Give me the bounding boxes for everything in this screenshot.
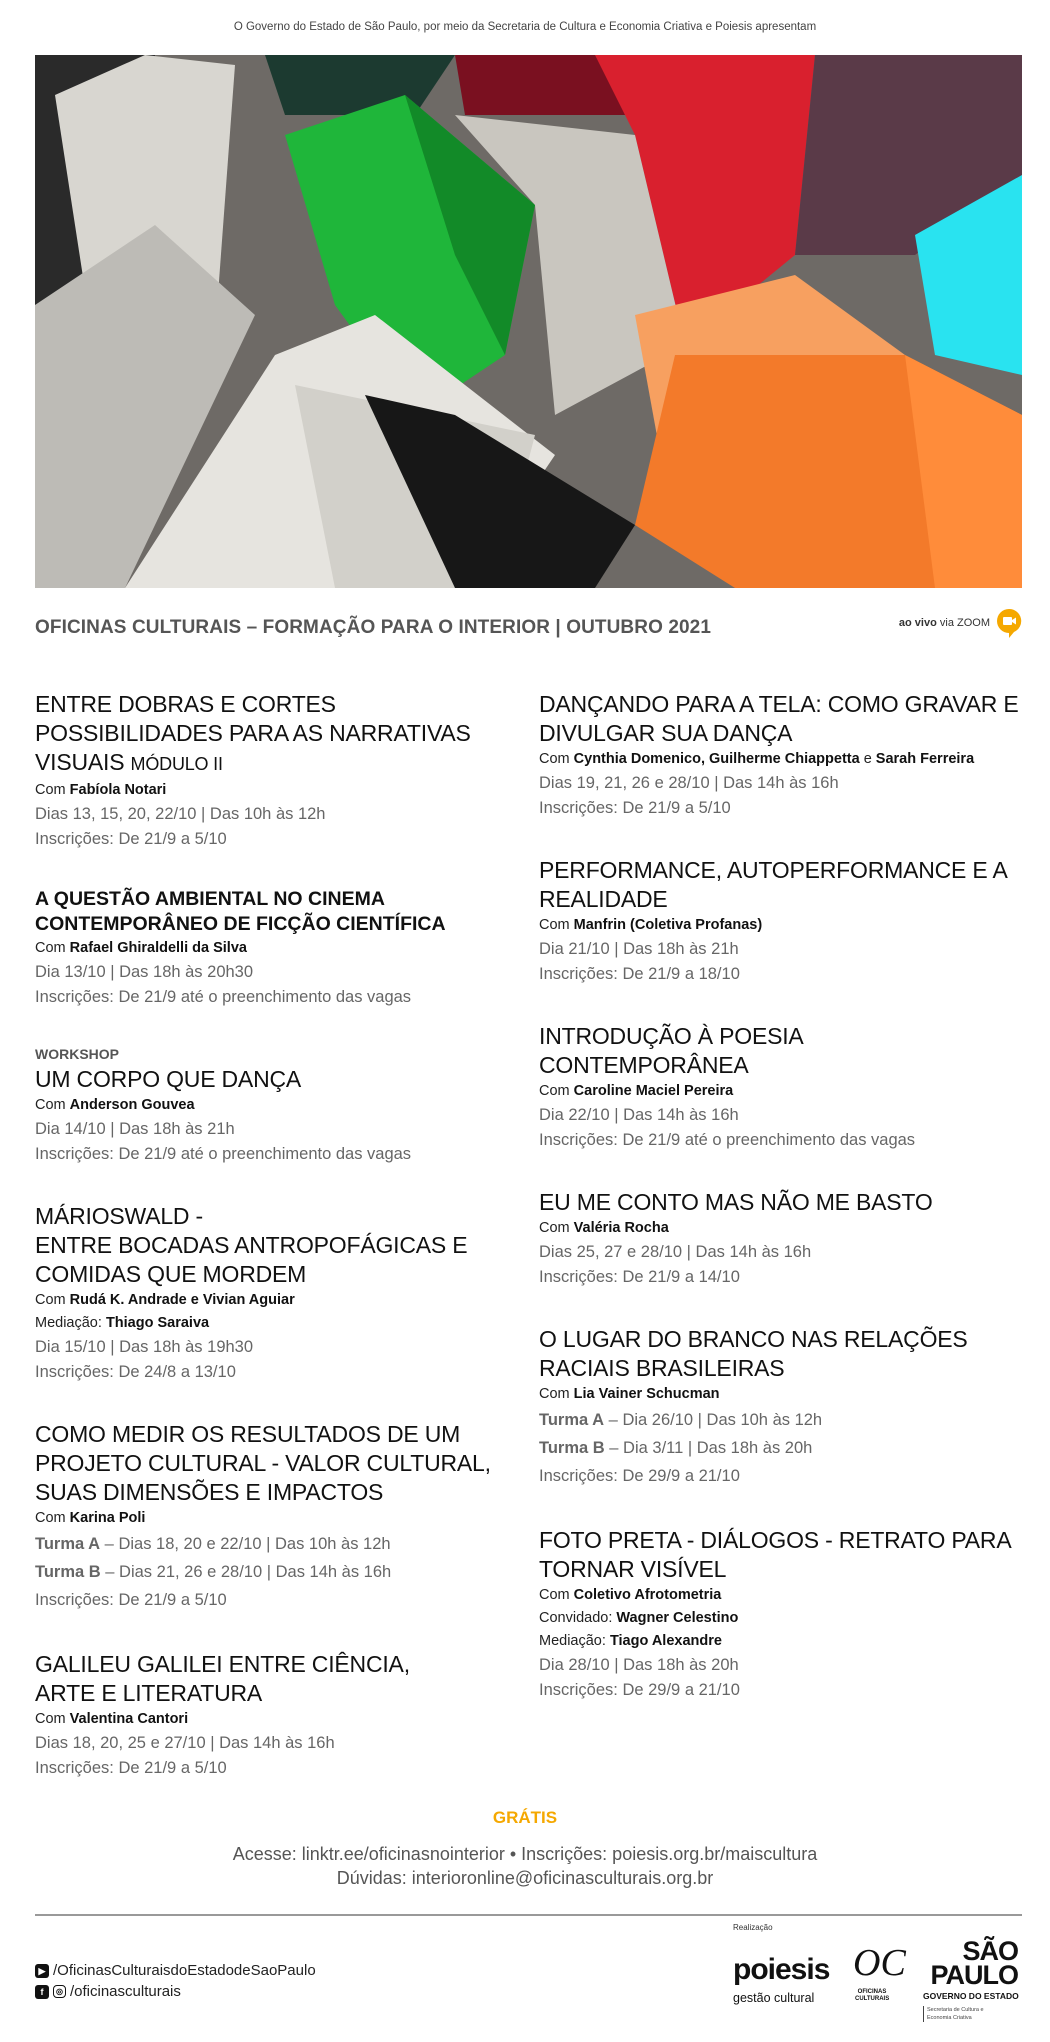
title-text: PERFORMANCE, AUTOPERFORMANCE E A REALIDADE bbox=[539, 857, 1007, 912]
workshop-entry bbox=[35, 690, 525, 851]
title-text: O LUGAR DO BRANCO NAS RELAÇÕES RACIAIS BRASILEIRAS bbox=[539, 1326, 968, 1381]
schedule-line bbox=[539, 1240, 1029, 1265]
highlight-text: Turma B bbox=[35, 1563, 101, 1581]
title-text: ARTE E LITERATURA bbox=[35, 1680, 263, 1706]
line-text: Inscrições: De 24/8 a 13/10 bbox=[35, 1362, 236, 1381]
line-text: Dia 14/10 | Das 18h às 21h bbox=[35, 1120, 235, 1138]
line-text: Inscrições: De 21/9 a 5/10 bbox=[35, 1758, 227, 1777]
schedule-line bbox=[539, 1678, 1029, 1703]
instructor-line bbox=[539, 1584, 1029, 1607]
line-text: Dia 22/10 | Das 14h às 16h bbox=[539, 1106, 739, 1124]
entry-title bbox=[35, 1650, 525, 1708]
line-text: Dia 15/10 | Das 18h às 19h30 bbox=[35, 1338, 254, 1356]
schedule-line bbox=[35, 960, 525, 985]
class-schedule-line bbox=[539, 1434, 1029, 1462]
line-text: – Dias 21, 26 e 28/10 | Das 14h às 16h bbox=[100, 1563, 392, 1581]
line-text: Inscrições: De 21/9 até o preenchimento das vagas bbox=[35, 987, 412, 1006]
right-column bbox=[539, 690, 1029, 1738]
oficinas-culturais-logo: OC bbox=[853, 1942, 906, 1984]
workshop-entry bbox=[35, 1420, 525, 1614]
line-text: Com bbox=[539, 917, 574, 933]
class-schedule-line bbox=[539, 1462, 1029, 1490]
instructor-line bbox=[539, 1217, 1029, 1240]
module-label: MÓDULO II bbox=[130, 754, 223, 774]
highlight-text: Lia Vainer Schucman bbox=[573, 1386, 720, 1402]
line-text: – Dia 26/10 | Das 10h às 12h bbox=[604, 1411, 823, 1429]
workshop-entry bbox=[35, 1202, 525, 1384]
schedule-line bbox=[35, 1756, 525, 1781]
workshop-entry bbox=[539, 1526, 1029, 1702]
poiesis-logo: poiesis bbox=[733, 1953, 830, 1986]
line-text: Dia 21/10 | Das 18h às 21h bbox=[539, 940, 739, 958]
line-text: Inscrições: De 29/9 a 21/10 bbox=[539, 1680, 740, 1699]
highlight-text: Karina Poli bbox=[69, 1510, 146, 1526]
entry-title bbox=[35, 690, 525, 779]
highlight-text: Coletivo Afrotometria bbox=[573, 1587, 722, 1603]
realizacao-label: Realização bbox=[733, 1923, 773, 1932]
class-schedule-line bbox=[539, 1406, 1029, 1434]
social-handle-link[interactable]: /oficinasculturais bbox=[70, 1983, 181, 2000]
line-text: Inscrições: De 21/9 a 5/10 bbox=[539, 798, 731, 817]
live-via-zoom bbox=[899, 608, 1022, 638]
line-text: Com bbox=[35, 1097, 70, 1113]
line-text: Dia 13/10 | Das 18h às 20h30 bbox=[35, 963, 254, 981]
highlight-text: Turma A bbox=[539, 1411, 605, 1429]
line-text: – Dia 3/11 | Das 18h às 20h bbox=[604, 1439, 813, 1457]
entry-title bbox=[35, 1065, 525, 1094]
title-text: INTRODUÇÃO À POESIA bbox=[539, 1023, 804, 1049]
title-text: UM CORPO QUE DANÇA bbox=[35, 1066, 302, 1092]
line-text: Inscrições: De 21/9 a 18/10 bbox=[539, 964, 740, 983]
highlight-text: Turma A bbox=[35, 1535, 101, 1553]
title-text: MÁRIOSWALD - bbox=[35, 1203, 203, 1229]
instructor-line bbox=[35, 779, 525, 802]
line-text: Com bbox=[539, 751, 574, 767]
line-text: Convidado: bbox=[539, 1610, 617, 1626]
schedule-line bbox=[539, 1103, 1029, 1128]
title-text: CONTEMPORÂNEA bbox=[539, 1052, 749, 1078]
line-text: Inscrições: De 29/9 a 21/10 bbox=[539, 1467, 740, 1485]
schedule-line bbox=[539, 1128, 1029, 1153]
video-camera-icon bbox=[996, 608, 1022, 638]
line-text: Dias 19, 21, 26 e 28/10 | Das 14h às 16h bbox=[539, 774, 839, 792]
entry-title bbox=[35, 1202, 525, 1289]
highlight-text: Cynthia Domenico, Guilherme Chiappetta bbox=[573, 751, 860, 767]
workshop-entry bbox=[539, 1188, 1029, 1289]
facebook-icon: f bbox=[35, 1985, 49, 1999]
schedule-line bbox=[35, 1360, 525, 1385]
entry-label: WORKSHOP bbox=[35, 1046, 119, 1062]
live-label: ao vivo bbox=[898, 617, 937, 629]
sao-paulo-logo: SÃO PAULO bbox=[930, 1936, 1018, 1990]
highlight-text: Thiago Saraiva bbox=[105, 1315, 210, 1331]
schedule-line bbox=[35, 827, 525, 852]
highlight-text: Fabíola Notari bbox=[69, 782, 167, 798]
entry-title bbox=[539, 690, 1029, 748]
highlight-text: Rafael Ghiraldelli da Silva bbox=[69, 940, 247, 956]
page-title: OFICINAS CULTURAIS – FORMAÇÃO PARA O INTERIOR | OUTUBRO 2021 bbox=[35, 617, 711, 638]
instagram-icon: ◎ bbox=[53, 1985, 66, 1998]
line-text: – Dias 18, 20 e 22/10 | Das 10h às 12h bbox=[100, 1535, 391, 1553]
workshop-entry bbox=[539, 1325, 1029, 1490]
schedule-line bbox=[539, 1653, 1029, 1678]
workshop-entry bbox=[539, 856, 1029, 986]
schedule-line bbox=[35, 1731, 525, 1756]
highlight-text: Anderson Gouvea bbox=[69, 1097, 195, 1113]
governo-label: GOVERNO DO ESTADO bbox=[923, 1991, 1019, 2001]
schedule-line bbox=[539, 796, 1029, 821]
schedule-line bbox=[35, 1142, 525, 1167]
class-schedule-line bbox=[35, 1586, 525, 1614]
highlight-text: Turma B bbox=[539, 1439, 605, 1457]
line-text: Mediação: bbox=[539, 1633, 610, 1649]
instructor-line bbox=[35, 1507, 525, 1530]
instructor-line bbox=[35, 1312, 525, 1335]
highlight-text: Manfrin (Coletiva Profanas) bbox=[573, 917, 763, 933]
line-text: Com bbox=[539, 1220, 574, 1236]
line-text: Com bbox=[35, 1711, 70, 1727]
workshop-entry bbox=[35, 1045, 525, 1166]
entry-title bbox=[539, 1188, 1029, 1217]
schedule-line bbox=[539, 962, 1029, 987]
hero-image-folded-paper bbox=[35, 55, 1022, 588]
line-text: Dias 18, 20, 25 e 27/10 | Das 14h às 16h bbox=[35, 1734, 335, 1752]
via-zoom-label: via ZOOM bbox=[939, 617, 990, 629]
divider bbox=[35, 1914, 1022, 1916]
workshop-entry bbox=[35, 887, 525, 1009]
line-text: Inscrições: De 21/9 até o preenchimento das vagas bbox=[35, 1144, 412, 1163]
class-schedule-line bbox=[35, 1530, 525, 1558]
schedule-line bbox=[35, 985, 525, 1010]
highlight-text: Rudá K. Andrade e Vivian Aguiar bbox=[69, 1292, 295, 1308]
entry-title bbox=[539, 1022, 1029, 1080]
highlight-text: Caroline Maciel Pereira bbox=[573, 1083, 734, 1099]
sponsor-logos bbox=[733, 1923, 1033, 2033]
highlight-text: Tiago Alexandre bbox=[609, 1633, 722, 1649]
schedule-line bbox=[539, 937, 1029, 962]
instructor-line bbox=[539, 1630, 1029, 1653]
line-text: Com bbox=[539, 1587, 574, 1603]
line-text: Inscrições: De 21/9 a 5/10 bbox=[35, 1591, 227, 1609]
line-text: Inscrições: De 21/9 a 14/10 bbox=[539, 1267, 740, 1286]
line-text: Com bbox=[35, 1292, 70, 1308]
entry-title bbox=[539, 1526, 1029, 1584]
left-column bbox=[35, 690, 525, 1816]
title-text: ENTRE BOCADAS ANTROPOFÁGICAS E COMIDAS QUE MORDEM bbox=[35, 1232, 468, 1287]
line-text: Com bbox=[539, 1386, 574, 1402]
line-text: Com bbox=[35, 1510, 70, 1526]
instructor-line bbox=[35, 1708, 525, 1731]
intro-text: O Governo do Estado de São Paulo, por meio da Secretaria de Cultura e Economia Criativa e Poiesis apresentam bbox=[233, 21, 817, 33]
instructor-line bbox=[539, 748, 1029, 771]
line-text: Dias 13, 15, 20, 22/10 | Das 10h às 12h bbox=[35, 805, 326, 823]
title-text: DANÇANDO PARA A TELA: COMO GRAVAR E DIVULGAR SUA DANÇA bbox=[539, 691, 1019, 746]
title-text: ENTRE DOBRAS E CORTES POSSIBILIDADES PARA AS NARRATIVAS VISUAIS bbox=[35, 691, 471, 775]
highlight-text: Valentina Cantori bbox=[69, 1711, 189, 1727]
line-text: Mediação: bbox=[35, 1315, 106, 1331]
questions-email-line[interactable]: Dúvidas: interioronline@oficinasculturais.org.br bbox=[336, 1868, 714, 1888]
footer-links bbox=[0, 1842, 1050, 1890]
schedule-line bbox=[539, 1265, 1029, 1290]
highlight-text: Wagner Celestino bbox=[616, 1610, 739, 1626]
entry-title bbox=[539, 856, 1029, 914]
instructor-line bbox=[35, 1289, 525, 1312]
instructor-line bbox=[539, 914, 1029, 937]
poiesis-tagline: gestão cultural bbox=[733, 1991, 815, 2005]
schedule-line bbox=[35, 1117, 525, 1142]
secretaria-label: Secretaria de Cultura e Economia Criativa bbox=[923, 2006, 997, 2022]
line-text: Com bbox=[35, 782, 70, 798]
free-label: GRÁTIS bbox=[492, 1808, 558, 1827]
class-schedule-line bbox=[35, 1558, 525, 1586]
line-text: Com bbox=[35, 940, 70, 956]
instructor-line bbox=[35, 1094, 525, 1117]
youtube-link[interactable]: /OficinasCulturaisdoEstadodeSaoPaulo bbox=[53, 1962, 316, 1979]
access-link-line[interactable]: Acesse: linktr.ee/oficinasnointerior • Inscrições: poiesis.org.br/maiscultura bbox=[232, 1844, 818, 1864]
line-text: Inscrições: De 21/9 até o preenchimento das vagas bbox=[539, 1130, 916, 1149]
social-links bbox=[35, 1960, 316, 2002]
line-text: Dia 28/10 | Das 18h às 20h bbox=[539, 1656, 739, 1674]
title-text: A QUESTÃO AMBIENTAL NO CINEMA CONTEMPORÂNEO DE FICÇÃO CIENTÍFICA bbox=[35, 888, 446, 935]
line-text: Com bbox=[539, 1083, 574, 1099]
workshop-entry bbox=[539, 690, 1029, 820]
line-text: Inscrições: De 21/9 a 5/10 bbox=[35, 829, 227, 848]
title-text: FOTO PRETA - DIÁLOGOS - RETRATO PARA TORNAR VISÍVEL bbox=[539, 1527, 1011, 1582]
youtube-icon: ▶ bbox=[35, 1964, 49, 1978]
instructor-line bbox=[539, 1383, 1029, 1406]
line-text: e bbox=[859, 751, 876, 767]
workshop-entry bbox=[539, 1022, 1029, 1152]
highlight-text: Valéria Rocha bbox=[573, 1220, 669, 1236]
oficinas-culturais-label: OFICINAS CULTURAIS bbox=[855, 1989, 890, 2002]
highlight-text: Sarah Ferreira bbox=[875, 751, 975, 767]
instructor-line bbox=[539, 1080, 1029, 1103]
entry-title bbox=[35, 887, 525, 937]
title-text: COMO MEDIR OS RESULTADOS DE UM PROJETO CULTURAL - VALOR CULTURAL, SUAS DIMENSÕES E IMPACTOS bbox=[35, 1421, 491, 1505]
schedule-line bbox=[35, 802, 525, 827]
title-text: GALILEU GALILEI ENTRE CIÊNCIA, bbox=[35, 1651, 410, 1677]
workshop-entry bbox=[35, 1650, 525, 1780]
entry-title bbox=[539, 1325, 1029, 1383]
entry-title bbox=[35, 1420, 525, 1507]
line-text: Dias 25, 27 e 28/10 | Das 14h às 16h bbox=[539, 1243, 812, 1261]
instructor-line bbox=[35, 937, 525, 960]
schedule-line bbox=[539, 771, 1029, 796]
title-text: EU ME CONTO MAS NÃO ME BASTO bbox=[539, 1189, 933, 1215]
schedule-line bbox=[35, 1335, 525, 1360]
instructor-line bbox=[539, 1607, 1029, 1630]
